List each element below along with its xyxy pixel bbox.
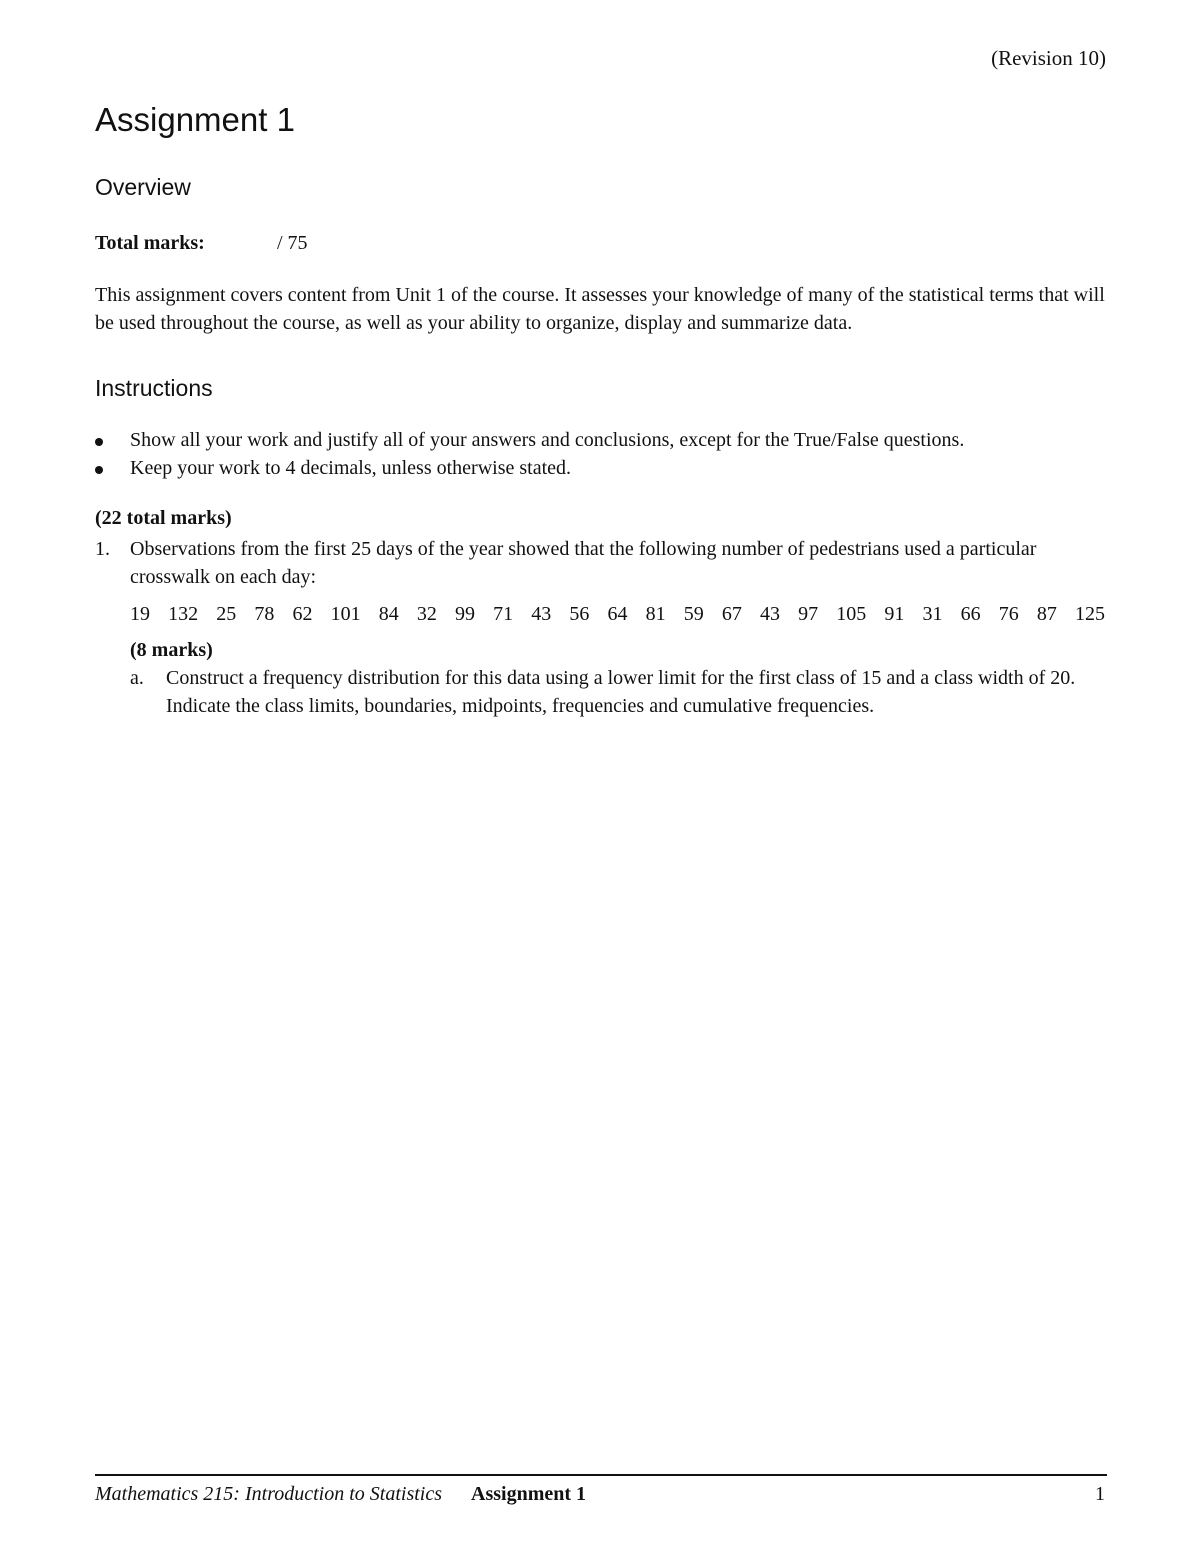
data-value: 76 [998, 603, 1019, 625]
data-value: 81 [645, 603, 666, 625]
data-value: 32 [416, 603, 437, 625]
data-value: 71 [493, 603, 514, 625]
data-value: 78 [254, 603, 275, 625]
footer-divider [95, 1474, 1107, 1476]
data-value: 84 [378, 603, 399, 625]
data-value: 43 [760, 603, 780, 625]
question-number: 1. [95, 538, 110, 560]
instruction-text: Keep your work to 4 decimals, unless otherwise stated. [130, 456, 572, 479]
question-1 [95, 536, 1107, 720]
question-text: Observations from the first 25 days of the year showed that the following number of pedestrians used a particular crosswalk on each day: [130, 538, 1037, 588]
data-value: 101 [330, 603, 361, 625]
bullet-icon [95, 438, 103, 446]
data-value: 97 [798, 603, 819, 625]
total-marks-label: Total marks: [95, 232, 205, 254]
section-total-marks: (22 total marks) [95, 507, 232, 529]
instructions-heading: Instructions [95, 375, 213, 401]
page-footer [95, 1480, 1107, 1508]
data-value: 125 [1075, 603, 1105, 625]
data-value: 87 [1036, 603, 1057, 625]
data-value: 59 [683, 603, 704, 625]
overview-heading: Overview [95, 174, 191, 200]
sub-question-text: Construct a frequency distribution for this data using a lower limit for the first class of 15 and a class width of 20. Indicate the class limits, boundaries, midpoints, frequencies and cumulative frequencies. [166, 667, 1076, 717]
footer-assignment-label: Assignment 1 [471, 1483, 587, 1505]
total-marks-row [95, 230, 1107, 256]
instructions-list [95, 427, 1107, 482]
overview-description: This assignment covers content from Unit 1 of the course. It assesses your knowledge of many of the statistical terms that will be used throughout the course, as well as your ability to organize, display and summarize data. [95, 284, 1105, 334]
total-marks-value: / 75 [277, 232, 308, 254]
sub-question-a [130, 665, 1107, 720]
instruction-item [95, 455, 1107, 483]
data-value: 19 [130, 603, 150, 625]
data-value: 105 [836, 603, 867, 625]
sub-question-letter: a. [130, 667, 144, 689]
data-value: 91 [884, 603, 905, 625]
data-value: 43 [531, 603, 552, 625]
sub-question-marks: (8 marks) [130, 639, 213, 661]
page-title: Assignment 1 [95, 101, 295, 138]
data-value: 99 [455, 603, 475, 625]
main-content [95, 98, 1107, 720]
revision-label: (Revision 10) [991, 46, 1106, 70]
data-value: 64 [607, 603, 628, 625]
data-value: 67 [721, 603, 742, 625]
data-value: 25 [216, 603, 237, 625]
bullet-icon [95, 466, 103, 474]
data-value: 66 [960, 603, 981, 625]
footer-course-title: Mathematics 215: Introduction to Statistics [95, 1483, 443, 1505]
instruction-item [95, 427, 1107, 455]
observation-data-row [130, 601, 1105, 627]
data-value: 132 [168, 603, 199, 625]
instruction-text: Show all your work and justify all of your answers and conclusions, except for the True/False questions. [130, 429, 965, 451]
data-value: 56 [569, 603, 590, 625]
data-value: 31 [922, 603, 943, 625]
footer-page-number: 1 [1095, 1483, 1105, 1505]
data-value: 62 [292, 603, 313, 625]
